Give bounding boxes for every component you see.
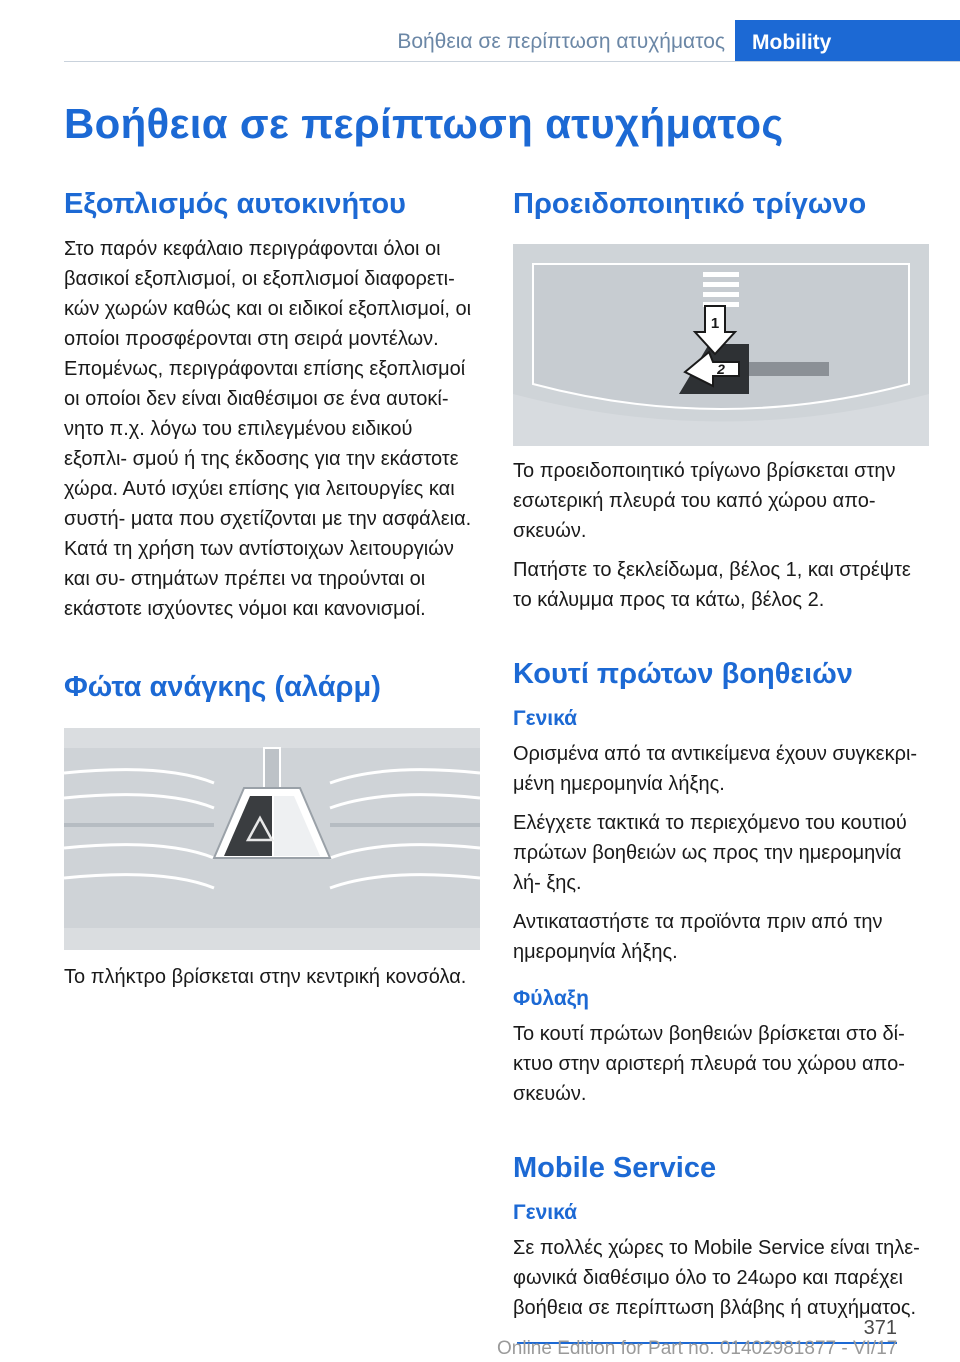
hazard-button-figure — [64, 728, 480, 950]
first-aid-storage-body: Το κουτί πρώτων βοηθειών βρίσκεται στο δί- κτυο στην αριστερή πλευρά του χώρου απο- σκευών. — [513, 1023, 905, 1105]
first-aid-general-p2: Ελέγχετε τακτικά το περιεχόμενο του κουτιού πρώτων βοηθειών ως προς την ημερομηνία λή- ξης. — [513, 812, 907, 894]
first-aid-storage-heading: Φύλαξη — [513, 987, 589, 1010]
mobile-service-general-heading: Γενικά — [513, 1201, 578, 1224]
mobile-service-heading: Mobile Service — [513, 1152, 717, 1184]
first-aid-general-heading: Γενικά — [513, 707, 578, 730]
triangle-heading: Προειδοποιητικό τρίγωνο — [513, 188, 867, 220]
triangle-para-1: Το προειδοποιητικό τρίγωνο βρίσκεται στην εσωτερική πλευρά του καπό χώρου απο- σκευών. — [513, 460, 896, 542]
figure-arrow-label-2: 2 — [717, 361, 725, 377]
first-aid-general-p1: Ορισμένα από τα αντικείμενα έχουν συγκεκρι- μένη ημερομηνία λήξης. — [513, 743, 918, 795]
hazard-caption: Το πλήκτρο βρίσκεται στην κεντρική κονσόλα. — [64, 966, 467, 988]
header-section-title: Βοήθεια σε περίπτωση ατυχήματος — [397, 30, 725, 53]
first-aid-heading: Κουτί πρώτων βοηθειών — [513, 658, 853, 690]
page-header — [0, 0, 960, 62]
figure-arrow-label-1: 1 — [710, 315, 720, 332]
warning-triangle-figure — [513, 244, 929, 446]
equipment-body: Στο παρόν κεφάλαιο περιγράφονται όλοι οι βασικοί εξοπλισμοί, οι εξοπλισμοί διαφορετι- κών χωρών καθώς και οι ειδικοί εξοπλισμοί, οι οποίοι προσφέρονται στη σειρά μοντέλων. Επομένως, περιγράφονται επίσης εξοπλισμοί οι οποίοι δεν είναι διαθέσιμοι σε ένα αυτοκί- νητο π.χ. λόγω του επιλεγμένου ειδικού εξοπλι- σμού ή της έκδοσης για την εκάστοτε χώρα. Αυτό ισχύει επίσης για λειτουργίες και συστή- ματα που σχετίζονται με την ασφάλεια. Κατά τη χρήση των αντίστοιχων λειτουργιών και συ- στημάτων πρέπει να τηρούνται οι εκάστοτε ισχύοντες νόμοι και κανονισμοί. — [64, 238, 472, 620]
hazard-heading: Φώτα ανάγκης (αλάρμ) — [64, 671, 381, 703]
triangle-para-2: Πατήστε το ξεκλείδωμα, βέλος 1, και στρέψτε το κάλυμμα προς τα κάτω, βέλος 2. — [513, 559, 911, 611]
page-number: 371 — [863, 1317, 897, 1339]
left-column — [64, 185, 480, 992]
hazard-button-illustration — [64, 728, 480, 950]
header-tab-mobility: Mobility — [735, 20, 960, 62]
mobile-service-body: Σε πολλές χώρες το Mobile Service είναι τηλε- φωνικά διαθέσιμο όλο το 24ωρο και παρέχει βοήθεια σε περίπτωση βλάβης ή ατυχήματος. — [513, 1237, 920, 1319]
right-column — [513, 185, 933, 1323]
equipment-heading: Εξοπλισμός αυτοκινήτου — [64, 188, 406, 220]
footer-edition: Online Edition for Part no. 01402981877 - VI/17 — [497, 1338, 898, 1359]
trunk-lid-illustration — [513, 244, 929, 446]
chapter-title: Βοήθεια σε περίπτωση ατυχήματος — [64, 100, 784, 147]
header-divider — [64, 61, 960, 62]
first-aid-general-p3: Αντικαταστήστε τα προϊόντα πριν από την ημερομηνία λήξης. — [513, 911, 883, 963]
